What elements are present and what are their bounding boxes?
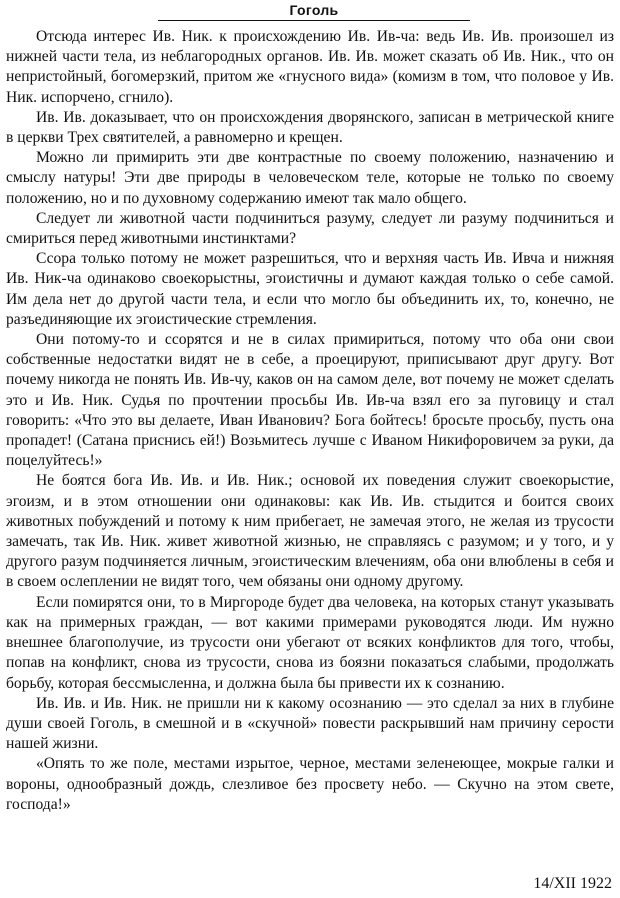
paragraph: Они потому-то и ссорятся и не в силах примириться, потому что оба они свои собственные недостатки видят не в себе, а проецируют, приписывают друг другу. Вот почему никогда не понять Ив. Ив-чу, каков он на самом деле, вот почему не может сделать это и Ив. Ник. Судья по прочтении просьбы Ив. Ив-ча взял его за пуговицу и стал говорить: «Что это вы делаете, Иван Иванович? Бога бойтесь! бросьте просьбу, пусть она пропадет! (Сатана приснись ей!) Возьмитесь лучше с Иваном Никифоровичем за руки, да поцелуйтесь!» [6, 331, 614, 470]
paragraph: Следует ли животной части подчиниться разуму, следует ли разуму подчиниться и смириться перед животными инстинктами? [6, 209, 614, 248]
paragraph: «Опять то же поле, местами изрытое, черное, местами зеленеющее, мокрые галки и вороны, однообразный дождь, слезливое без просвету небо. — Скучно на этом свете, господа!» [6, 755, 614, 813]
paragraph: Ив. Ив. доказывает, что он происхождения дворянского, записан в метрической книге в церкви Трех святителей, а равномерно и крещен. [6, 108, 614, 147]
paragraph: Отсюда интерес Ив. Ник. к происхождению Ив. Ив-ча: ведь Ив. Ив. произошел из нижней части тела, из неблагородных органов. Ив. Ив. может сказать об Ив. Ник., что он непристойный, богомерзкий, притом же «гнусного вида» (комизм в том, что половое у Ив. Ник. испорчено, сгнило). [6, 28, 614, 106]
header-rule [158, 20, 470, 21]
paragraph: Если помирятся они, то в Миргороде будет два человека, на которых станут указывать как на примерных граждан, — вот какими примерами руководятся люди. Им нужно внешнее благополучие, из трусости они убегают от всяких конфликтов для того, чтобы, попав на конфликт, снова из трусости, снова из боязни показаться слабыми, продолжать борьбу, которая бессмысленна, и должна была бы привести их к сознанию. [6, 593, 614, 692]
paragraph: Ив. Ив. и Ив. Ник. не пришли ни к какому осознанию — это сделал за них в глубине души своей Гоголь, в смешной и в «скучной» повести раскрывший нам причину серости нашей жизни. [6, 694, 614, 753]
paragraph: Не боятся бога Ив. Ив. и Ив. Ник.; основой их поведения служит своекорыстие, эгоизм, и в этом отношении они одинаковы: как Ив. Ив. стыдится и боится своих животных побуждений и потому к ним прибегает, не замечая этого, не желая из трусости замечать, так Ив. Ник. живет животной жизнью, не справляясь с разумом; и у того, и у другого разум подчиняется личным, эгоистическим влечениям, оба они влюблены в себя и в своем ослеплении не видят того, чем обязаны они одному другому. [6, 472, 614, 591]
body-text [6, 27, 614, 815]
date-signature: 14/XII 1922 [533, 875, 612, 892]
paragraph: Ссора только потому не может разрешиться, что и верхняя часть Ив. Ивча и нижняя Ив. Ник-ча одинаково своекорыстны, эгоистичны и думают каждая только о себе самой. Им дела нет до другой части тела, и если что могло бы объединить их, то, конечно, не разъединяющие их эгоистические стремления. [6, 250, 614, 328]
running-header: Гоголь [289, 2, 339, 18]
paragraph: Можно ли примирить эти две контрастные по своему положению, назначению и смыслу натуры! Эти две природы в человеческом теле, которые не только по своему положению, но и по духовному содержанию имеют так мало общего. [6, 149, 614, 207]
